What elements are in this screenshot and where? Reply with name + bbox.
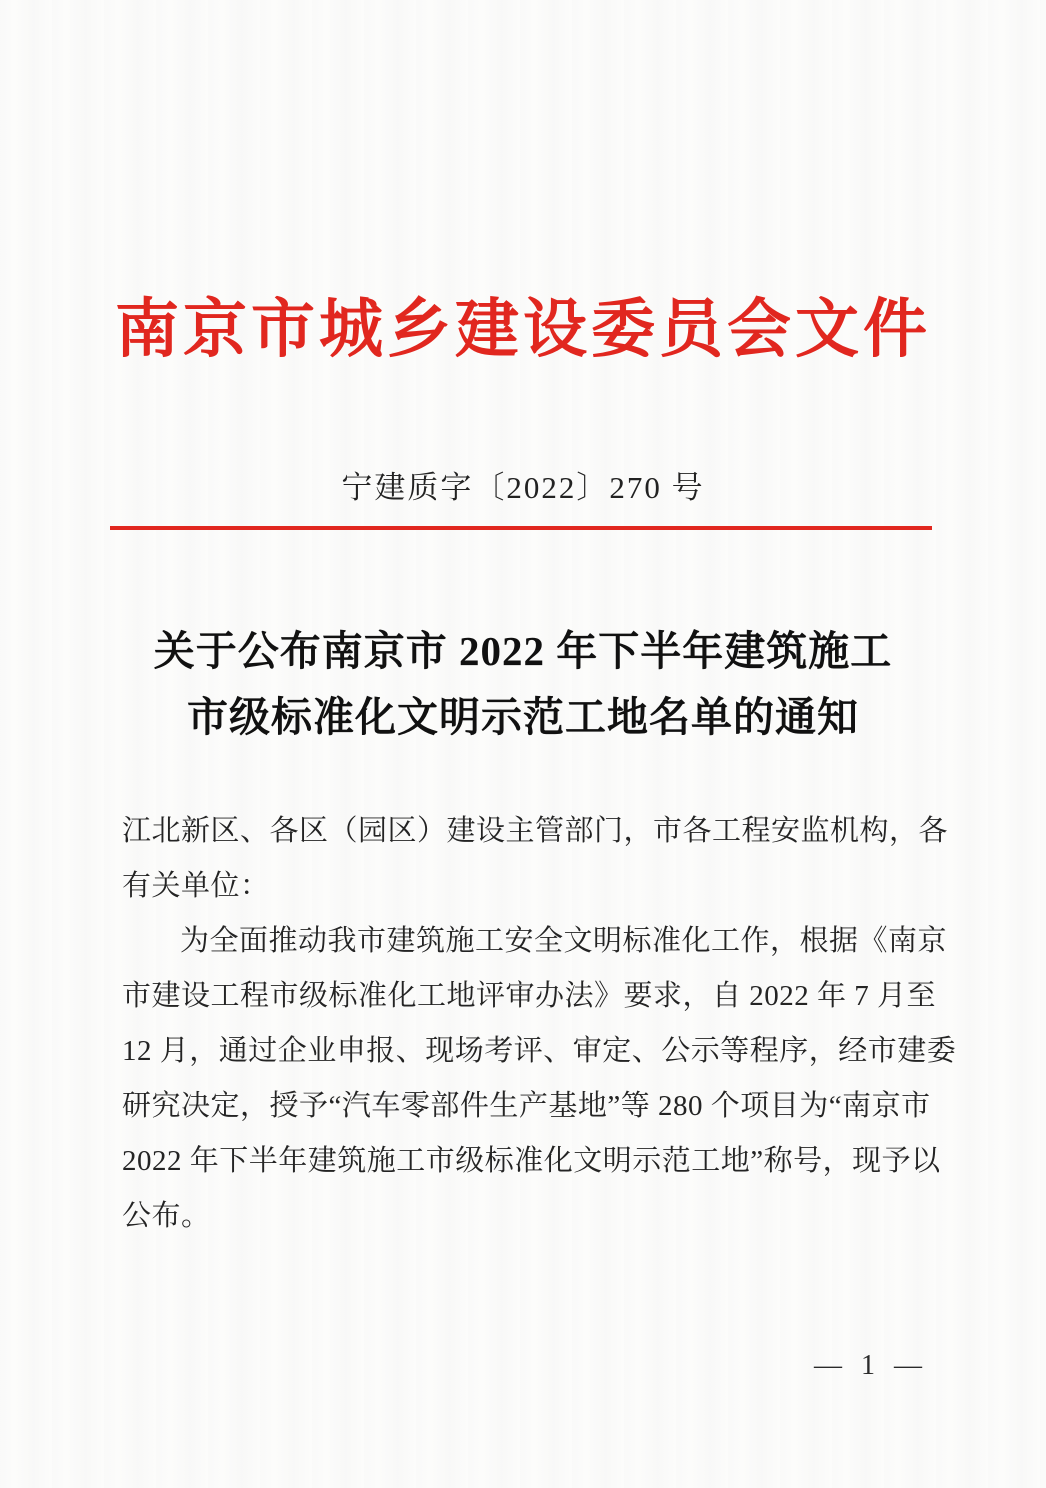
- body-line-paragraph-2: 市建设工程市级标准化工地评审办法》要求，自 2022 年 7 月至: [122, 980, 937, 1012]
- document-reference-number: 宁建质字〔2022〕270 号: [341, 470, 705, 505]
- document-body: [122, 804, 957, 1244]
- body-line-paragraph-3: 12 月，通过企业申报、现场考评、审定、公示等程序，经市建委: [122, 1035, 957, 1067]
- body-line-salutation-2: 有关单位：: [122, 870, 270, 902]
- body-line-paragraph-6: 公布。: [122, 1200, 211, 1232]
- body-line-salutation-1: 江北新区、各区（园区）建设主管部门，市各工程安监机构，各: [122, 815, 949, 847]
- letterhead-red-rule: [110, 526, 932, 530]
- body-line-paragraph-5: 2022 年下半年建筑施工市级标准化文明示范工地”称号，现予以: [122, 1145, 941, 1177]
- document-title-line-1: 关于公布南京市 2022 年下半年建筑施工: [153, 628, 893, 674]
- letterhead-org-title: 南京市城乡建设委员会文件: [115, 294, 931, 365]
- body-line-paragraph-4: 研究决定，授予“汽车零部件生产基地”等 280 个项目为“南京市: [122, 1090, 931, 1122]
- body-line-paragraph-1: 为全面推动我市建筑施工安全文明标准化工作，根据《南京: [180, 925, 948, 957]
- document-title: [73, 618, 973, 750]
- page-number: — 1 —: [814, 1350, 928, 1381]
- document-title-line-2: 市级标准化文明示范工地名单的通知: [187, 694, 859, 740]
